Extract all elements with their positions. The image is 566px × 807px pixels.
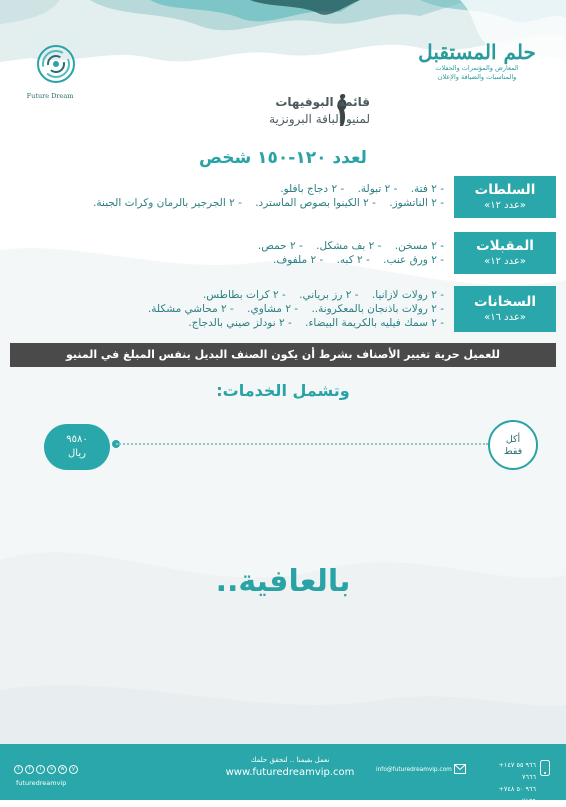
menu-title-line2: لمنيو الباقة البرونزية (269, 112, 370, 126)
item-line (14, 302, 444, 316)
price-amount: ٩٥٨٠ (66, 434, 88, 445)
brand-logo-arabic (402, 40, 552, 82)
section-name: السخانات (474, 294, 536, 310)
social-icons (14, 765, 78, 774)
footer-center (210, 756, 370, 778)
menu-item: - ٢ دجاج بافلو. (280, 183, 345, 195)
facebook-icon[interactable]: f (25, 765, 34, 774)
section-items-salads (14, 182, 444, 210)
menu-item: - ٢ مشاوي. (247, 303, 299, 315)
price-currency: ريال (68, 448, 86, 459)
farewell-text: بالعافية.. (215, 564, 351, 599)
food-only-badge (488, 420, 538, 470)
section-items-appetizers (14, 239, 444, 267)
brand-subtitle-1: المعارض والمؤتمرات والحفلات (435, 64, 519, 72)
menu-item: - ٢ ورق عنب. (383, 254, 444, 266)
menu-item: - ٢ سمك فيليه بالكريمة البيضاء. (305, 317, 444, 329)
menu-item: - ٢ ملفوف. (273, 254, 324, 266)
menu-item: - ٢ الجرجير بالرمان وكرات الجبنة. (93, 197, 242, 209)
snapchat-icon[interactable]: s (47, 765, 56, 774)
section-appetizers (10, 232, 556, 274)
menu-item: - ٢ مسخن. (394, 240, 444, 252)
item-line (14, 182, 444, 196)
brand-title: حلم المستقبل (418, 40, 536, 64)
menu-item: - ٢ رولات باذنجان بالمعكرونة.. (311, 303, 444, 315)
services-heading: وتشمل الخدمات: (216, 381, 350, 400)
item-line (14, 196, 444, 210)
section-items-hot-dishes (14, 288, 444, 330)
menu-title (200, 94, 370, 128)
swirl-logo-icon (36, 44, 76, 84)
section-count: «عدد ١٢» (484, 256, 526, 267)
item-line (14, 239, 444, 253)
section-label-appetizers (454, 232, 556, 274)
section-name: السلطات (474, 182, 536, 198)
phone-number-2[interactable]: +٩٦٦ ٥٠ ٧٤٨ ٧١٦٩ (498, 785, 536, 805)
instagram-icon[interactable]: i (36, 765, 45, 774)
section-label-hot-dishes (454, 286, 556, 332)
twitter-icon[interactable]: t (14, 765, 23, 774)
website-link[interactable]: www.futuredreamvip.com (225, 767, 355, 778)
menu-title-line1: قائمة البوفيهات (275, 95, 370, 109)
section-label-salads (454, 176, 556, 218)
logo-text: Future Dream (26, 92, 74, 100)
price-badge (44, 424, 110, 470)
future-dream-logo (28, 44, 78, 100)
section-hot-dishes (10, 286, 556, 332)
footer-tagline: نعمل بقيمنا .. لنحقق حلمك (250, 756, 330, 764)
only-badge-line2: فقط (503, 446, 523, 457)
phone-icon (540, 760, 550, 776)
menu-item: - ٢ بف مشكل. (316, 240, 382, 252)
menu-item: - ٢ نودلز صيني بالدجاج. (188, 317, 292, 329)
menu-item: - ٢ رولات لازانيا. (371, 289, 444, 301)
item-line (14, 288, 444, 302)
persons-count-heading: لعدد ١٢٠-١٥٠ شخص (199, 148, 367, 168)
phone-numbers (486, 759, 536, 807)
menu-item: - ٢ كرات بطاطس. (202, 289, 286, 301)
dotted-leader-line (116, 443, 488, 445)
menu-item: - ٢ كبه. (336, 254, 370, 266)
mail-icon (454, 764, 466, 774)
social-handle[interactable]: futuredreamvip (16, 779, 67, 787)
substitution-notice: للعميل حرية تغيير الأصناف بشرط أن يكون الصنف البديل بنفس المبلغ في المنيو (10, 343, 556, 367)
brand-subtitle-2: والمناسبات والضيافة والإعلان (437, 73, 517, 81)
whatsapp-icon[interactable]: w (58, 765, 67, 774)
section-name: المقبلات (476, 238, 534, 254)
menu-item: - ٢ الناتشوز. (389, 197, 444, 209)
section-count: «عدد ١٦» (484, 312, 526, 323)
menu-item: - ٢ حمص. (257, 240, 303, 252)
menu-item: - ٢ رز برياني. (299, 289, 359, 301)
item-line (14, 253, 444, 267)
menu-item: - ٢ تبولة. (357, 183, 398, 195)
section-salads (10, 176, 556, 218)
phone-number-1[interactable]: +٩٦٦ ٥٥ ١٤٧ ٧٦٦٦ (498, 761, 536, 781)
section-count: «عدد ١٢» (484, 200, 526, 211)
menu-item: - ٢ الكينوا بصوص الماسترد. (255, 197, 376, 209)
menu-item: - ٢ محاشي مشكلة. (147, 303, 234, 315)
only-badge-line1: أكل (505, 434, 521, 445)
youtube-icon[interactable]: y (69, 765, 78, 774)
menu-item: - ٢ فتة. (410, 183, 444, 195)
item-line (14, 316, 444, 330)
footer-bar (0, 744, 566, 805)
email-link[interactable]: info@futuredreamvip.com (376, 767, 452, 773)
